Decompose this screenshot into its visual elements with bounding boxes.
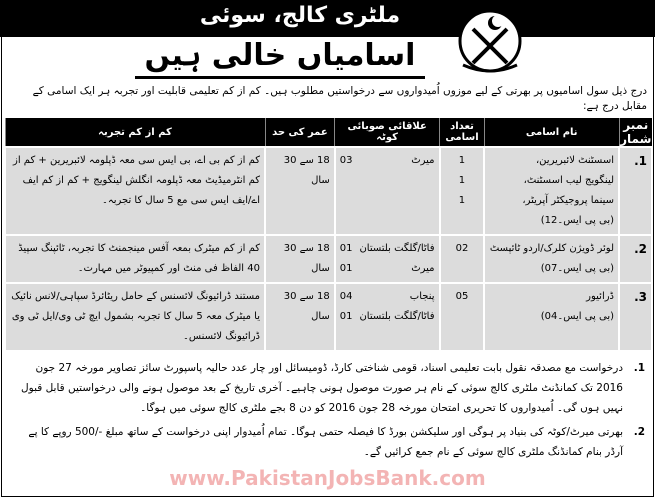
quota bbox=[335, 235, 440, 283]
note-number: 2. bbox=[633, 426, 645, 438]
col-quota: علاقائی صوبائی کوٹہ bbox=[335, 118, 440, 147]
quota bbox=[335, 283, 440, 351]
post-line: اسسٹنٹ لائبریرین، bbox=[535, 155, 615, 166]
post-name bbox=[484, 283, 619, 351]
serial: 1. bbox=[619, 147, 652, 235]
col-count: تعداد اسامی bbox=[440, 118, 485, 147]
quota-region: پنجاب bbox=[409, 291, 435, 302]
serial: 3. bbox=[619, 283, 652, 351]
serial: 2. bbox=[619, 235, 652, 283]
quota-region: فاٹا/گلگت بلتستان bbox=[359, 243, 435, 254]
quota-count: 01 bbox=[339, 243, 353, 254]
experience: کم از کم میٹرک بمعہ آفس مینجمنٹ کا تجربہ، ٹائپنگ سپیڈ 40 الفاظ فی منٹ اور کمپیوٹر میں مہارت۔ bbox=[5, 235, 265, 283]
quota-count: 04 bbox=[339, 291, 353, 302]
table-row bbox=[5, 147, 652, 235]
quota-region: میرٹ bbox=[411, 155, 435, 166]
post-count bbox=[440, 147, 485, 235]
intro-text: درج ذیل سول اسامیوں پر بھرتی کے لیے موزوں اُمیدواروں سے درخواستیں مطلوب ہیں۔ کم از کم تعلیمی قابلیت اور تجربہ ہر ایک اسامی کے مقابل درج ہے: bbox=[32, 85, 647, 112]
age-limit: 18 سے 30 سال bbox=[265, 147, 335, 235]
notes bbox=[15, 358, 645, 462]
quota-count: 03 bbox=[339, 155, 353, 166]
col-serial: نمبر شمار bbox=[620, 118, 652, 146]
post-line: لوئر ڈویژن کلرک/اردو ٹائپسٹ bbox=[489, 243, 615, 254]
quota-region: فاٹا/گلگت بلتستان bbox=[359, 311, 435, 322]
experience: مستند ڈرائیونگ لائسنس کے حامل ریٹائرڈ سپاہی/لانس نائیک یا میٹرک معہ 5 سال کا تجربہ بشمول ایچ ٹی وی/ایل ٹی وی ڈرائیونگ لائسنس۔ bbox=[5, 283, 265, 351]
note-text: بھرتی میرٹ/کوٹہ کی بنیاد پر ہوگی اور سلیکشن بورڈ کا فیصلہ حتمی ہوگا۔ تمام اُمیدوار اپنی درخواست کے ساتھ مبلغ -/500 روپے کا پے آرڈر بنام کمانڈنگ ملٹری کالج سوئی کے نام جمع کرائیں گے۔ bbox=[28, 426, 623, 458]
quota-region: میرٹ bbox=[411, 263, 435, 274]
institution-name: ملٹری کالج، سوئی bbox=[199, 3, 401, 28]
count: 1 bbox=[458, 175, 466, 186]
quota-count: 01 bbox=[339, 263, 353, 274]
table-row bbox=[5, 283, 652, 351]
post-name bbox=[484, 147, 619, 235]
post-line: سینما پروجیکٹر آپریٹر، bbox=[522, 195, 615, 206]
post-count: 02 bbox=[440, 235, 485, 283]
note-item bbox=[15, 358, 645, 418]
note-number: 1. bbox=[633, 362, 645, 374]
post-count: 05 bbox=[440, 283, 485, 351]
post-scale: (بی پی ایس۔12) bbox=[540, 215, 615, 226]
watermark: www.PakistanJobsBank.com bbox=[169, 466, 486, 490]
age-limit: 18 سے 30 سال bbox=[265, 235, 335, 283]
count: 1 bbox=[458, 155, 466, 166]
post-scale: (بی پی ایس۔04) bbox=[540, 311, 615, 322]
post-scale: (بی پی ایس۔07) bbox=[540, 263, 615, 274]
vacancies-table bbox=[4, 118, 653, 352]
note-item bbox=[15, 422, 645, 462]
table-header-row bbox=[5, 118, 652, 147]
age-limit: 18 سے 30 سال bbox=[265, 283, 335, 351]
col-experience: کم از کم تجربہ bbox=[5, 118, 265, 147]
post-name bbox=[484, 235, 619, 283]
quota bbox=[335, 147, 440, 235]
post-line: لینگویج لیب اسسٹنٹ، bbox=[523, 175, 615, 186]
table-row bbox=[5, 235, 652, 283]
experience: کم از کم بی اے، بی ایس سی معہ ڈپلومہ لائبریرین + کم از کم انٹرمیڈیٹ معہ ڈپلومہ انگلش لینگویج + کم از کم ایف اے/ایف ایس سی مع 5 سال کا تجربہ۔ bbox=[5, 147, 265, 235]
page-title: اسامیاں خالی ہیں bbox=[135, 36, 425, 79]
quota-count: 01 bbox=[339, 311, 353, 322]
col-age: عمر کی حد bbox=[265, 118, 335, 147]
note-text: درخواست مع مصدقہ نقول بابت تعلیمی اسناد، قومی شناختی کارڈ، ڈومیسائل اور چار عدد حالیہ پاسپورٹ سائز تصاویر مورخہ 27 جون 2016 تک کمانڈنٹ ملٹری کالج سوئی کے نام ہر صورت موصول ہونی چاہیے۔ آخری تاریخ کے بعد موصول ہونے والی درخواستیں قابل قبول نہیں ہوں گی۔ اُمیدواروں کا تحریری امتحان مورخہ 28 جون 2016 کو دن 8 بجے ملٹری کالج سوئی میں ہوگا۔ bbox=[21, 362, 623, 414]
col-post: نام اسامی bbox=[484, 118, 619, 147]
post-line: ڈرائیور bbox=[586, 291, 615, 302]
count: 1 bbox=[458, 195, 466, 206]
